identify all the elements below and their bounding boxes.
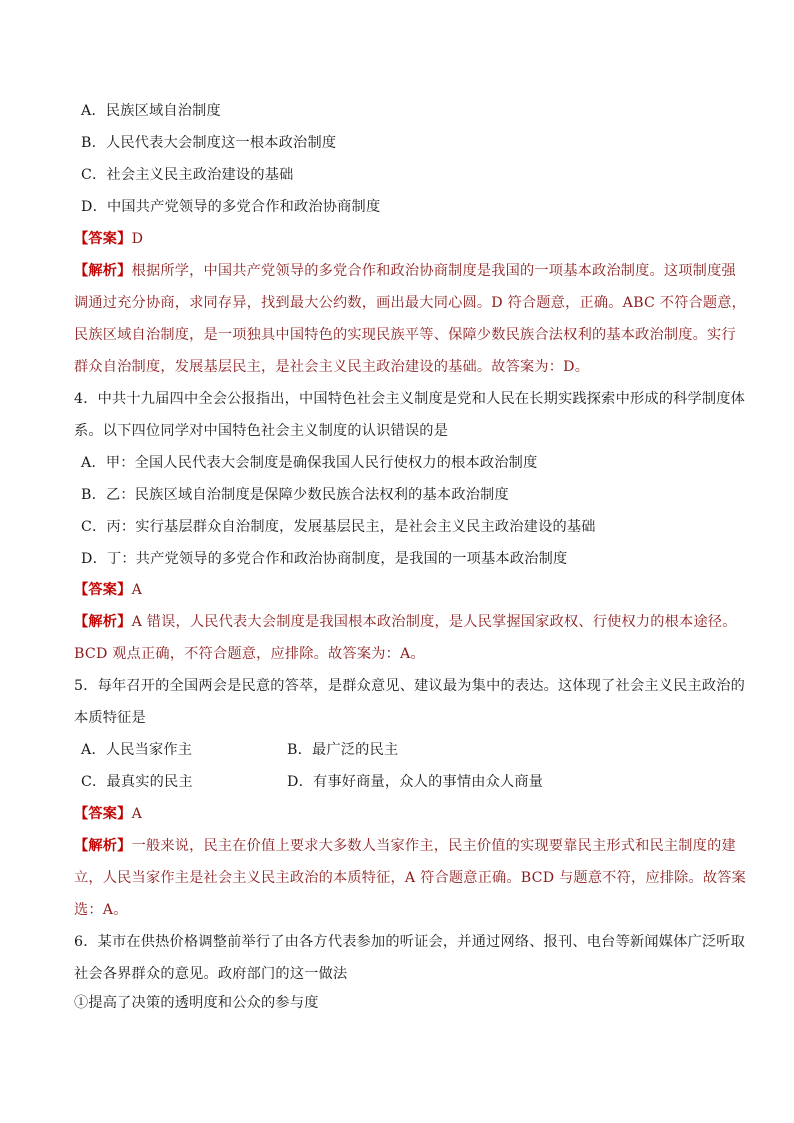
q4-analysis-line: BCD 观点正确，不符合题意，应排除。故答案为：A。 [74, 646, 425, 662]
q4-stem: 系。以下四位同学对中国特色社会主义制度的认识错误的是 [74, 423, 449, 439]
answer-value: A [131, 582, 143, 598]
q5-options-row [81, 773, 733, 791]
analysis-text: A 错误，人民代表大会制度是我国根本政治制度，是人民掌握国家政权、行使权力的根本途径。 [131, 614, 737, 630]
q6-stem: 6．某市在供热价格调整前举行了由各方代表参加的听证会，并通过网络、报刊、电台等新闻媒体广泛听取 [74, 934, 746, 950]
q5-option-c: C．最真实的民主 [81, 774, 193, 790]
answer-value: D [131, 231, 144, 247]
q6-item: ①提高了决策的透明度和公众的参与度 [74, 995, 319, 1011]
answer-value: A [131, 806, 143, 822]
q4-option-b: B．乙：民族区域自治制度是保障少数民族合法权利的基本政治制度 [81, 487, 509, 503]
q5-answer [74, 805, 726, 823]
q5-analysis-line [74, 837, 736, 855]
q3-option-d: D．中国共产党领导的多党合作和政治协商制度 [81, 199, 381, 215]
analysis-text: 一般来说，民主在价值上要求大多数人当家作主，民主价值的实现要靠民主形式和民主制度的建 [131, 838, 736, 854]
q4-option-d: D．丁：共产党领导的多党合作和政治协商制度，是我国的一项基本政治制度 [81, 551, 568, 567]
q3-analysis-line: 民族区域自治制度，是一项独具中国特色的实现民族平等、保障少数民族合法权利的基本政治制度。实行 [74, 327, 736, 343]
q5-option-a: A．人民当家作主 [81, 742, 193, 758]
q4-analysis-line [74, 613, 737, 631]
analysis-label: 【解析】 [74, 263, 132, 279]
q4-answer [74, 581, 726, 599]
q4-stem: 4．中共十九届四中全会公报指出，中国特色社会主义制度是党和人民在长期实践探索中形成的科学制度体 [74, 391, 746, 407]
analysis-label: 【解析】 [74, 838, 132, 854]
analysis-text: 根据所学，中国共产党领导的多党合作和政治协商制度是我国的一项基本政治制度。这项制度强 [131, 263, 736, 279]
q3-analysis-line: 群众自治制度，发展基层民主，是社会主义民主政治建设的基础。故答案为：D。 [74, 359, 590, 375]
q5-stem: 5．每年召开的全国两会是民意的答萃，是群众意见、建议最为集中的表达。这体现了社会主义民主政治的 [74, 678, 746, 694]
q6-stem: 社会各界群众的意见。政府部门的这一做法 [74, 966, 348, 982]
q3-answer [74, 230, 726, 248]
q5-analysis-line: 立，人民当家作主是社会主义民主政治的本质特征，A 符合题意正确。BCD 与题意不符，应排除。故答案 [74, 870, 747, 886]
analysis-label: 【解析】 [74, 614, 132, 630]
answer-label: 【答案】 [74, 231, 132, 247]
q3-option-b: B．人民代表大会制度这一根本政治制度 [81, 135, 337, 151]
q5-option-b: B．最广泛的民主 [287, 742, 399, 758]
q3-analysis-line [74, 262, 736, 280]
q5-options-row [81, 741, 733, 759]
q3-option-a: A．民族区域自治制度 [81, 103, 221, 119]
q4-option-c: C．丙：实行基层群众自治制度，发展基层民主，是社会主义民主政治建设的基础 [81, 519, 596, 535]
answer-label: 【答案】 [74, 806, 132, 822]
answer-label: 【答案】 [74, 582, 132, 598]
q5-option-d: D．有事好商量，众人的事情由众人商量 [287, 774, 544, 790]
q3-analysis-line: 调通过充分协商，求同存异，找到最大公约数，画出最大同心圆。D 符合题意，正确。ABC 不符合题意， [74, 295, 747, 311]
q3-option-c: C．社会主义民主政治建设的基础 [81, 167, 294, 183]
q4-option-a: A．甲：全国人民代表大会制度是确保我国人民行使权力的根本政治制度 [81, 455, 538, 471]
q5-analysis-line: 选：A。 [74, 902, 128, 918]
q5-stem: 本质特征是 [74, 710, 146, 726]
